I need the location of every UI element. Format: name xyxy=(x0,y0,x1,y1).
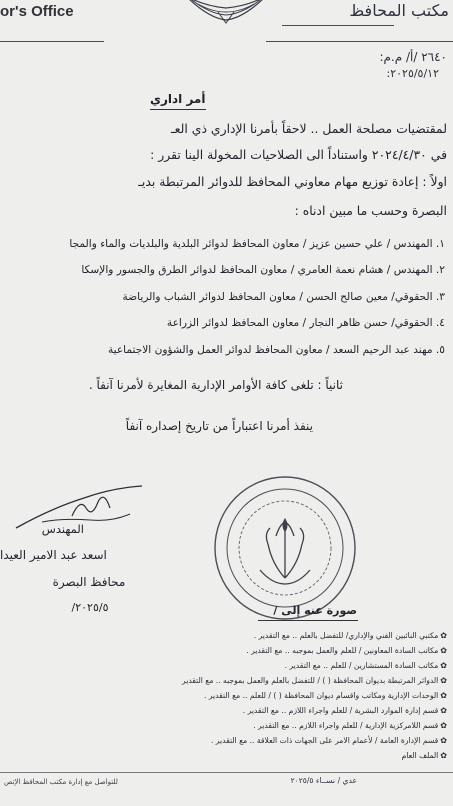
copy-item: ✿مكاتب السادة المعاونين / للعلم والعمل بموجبه .. مع التقدير . xyxy=(246,646,447,655)
order-title-underline xyxy=(150,109,206,110)
effective-statement: ينفذ أمرنا اعتباراً من تاريخ إصداره آنفاً xyxy=(125,419,313,433)
bullet-icon: ✿ xyxy=(440,751,447,760)
copy-item: ✿قسم اللامركزية الإدارية / للعلم واجراء اللازم .. مع التقدير . xyxy=(253,721,447,730)
bullet-icon: ✿ xyxy=(440,676,447,685)
signature-name: اسعد عبد الامير العيدا xyxy=(0,548,107,562)
order-title: أمر اداري xyxy=(150,92,206,106)
copy-to-title: صورة عنه إلى / xyxy=(273,604,357,617)
footer-contact: للتواصل مع إدارة مكتب المحافظ الإتص xyxy=(4,778,118,786)
bullet-icon: ✿ xyxy=(440,646,447,655)
copy-item: ✿الملف العام xyxy=(401,751,447,760)
reference-number: ٢٦٤٠ /أ/ م.م: xyxy=(379,50,447,64)
reference-date: ٢٠٢٥/٥/١٢: xyxy=(386,67,439,80)
body-line-3: اولاً : إعادة توزيع مهام معاوني المحافظ للدوائر المرتبطة بديـ xyxy=(138,174,447,189)
assignment-item: ٤. الحقوقي/ حسن ظاهر النجار / معاون المحافظ لدوائر الزراعة xyxy=(166,317,445,329)
assignment-item: ٢. المهندس / هشام نعمة العامري / معاون المحافظ لدوائر الطرق والجسور والإسكا xyxy=(81,264,445,276)
body-line-2: في ٢٠٢٤/٤/٣٠ واستناداً الى الصلاحيات المخولة الينا تقرر : xyxy=(150,147,447,162)
assignment-item: ٣. الحقوقي/ معين صالح الحسن / معاون المحافظ لدوائر الشباب والرياضة xyxy=(122,291,445,303)
header-rule-left xyxy=(0,41,104,42)
copy-item: ✿قسم إدارة الموارد البشرية / للعلم واجراء اللازم .. مع التقدير . xyxy=(242,706,447,715)
footer-rule xyxy=(0,772,453,773)
header-office-english: or's Office xyxy=(0,3,74,20)
second-clause: ثانياً : تلغى كافة الأوامر الإدارية المغايرة لأمرنا آنفاً . xyxy=(88,378,343,392)
footer-initials: عدي / نســاء ٢٠٢٥/٥ xyxy=(290,776,357,785)
body-line-4: البصرة وحسب ما مبين ادناه : xyxy=(294,203,447,218)
copy-item: ✿الدوائر المرتبطة بديوان المحافظة ( ) / للتفضل بالعلم والعمل بموجبه .. مع التقدير xyxy=(182,676,447,685)
body-line-1: لمقتضيات مصلحة العمل .. لاحقاً بأمرنا الإداري ذي العـ xyxy=(170,121,447,136)
signature-role: محافظ البصرة xyxy=(52,575,126,589)
bullet-icon: ✿ xyxy=(440,736,447,745)
copy-item: ✿قسم الإدارة العامة / لأعمام الامر على الجهات ذات العلاقة .. مع التقدير . xyxy=(210,736,447,745)
header-rule-right xyxy=(266,41,453,42)
bullet-icon: ✿ xyxy=(440,706,447,715)
bullet-icon: ✿ xyxy=(440,631,447,640)
copy-to-underline xyxy=(258,620,358,621)
copy-item: ✿مكاتب السادة المستشارين / للعلم .. مع التقدير . xyxy=(284,661,447,670)
assignment-item: ١. المهندس / علي حسين عزيز / معاون المحافظ لدوائر البلدية والبلديات والماء والمجا xyxy=(69,238,445,250)
bullet-icon: ✿ xyxy=(440,721,447,730)
header-office-arabic: مكتب المحافظ xyxy=(349,1,449,20)
copy-item: ✿مكتبي النائبين الفني والإداري/ للتفضل بالعلم .. مع التقدير . xyxy=(253,631,447,640)
bullet-icon: ✿ xyxy=(440,661,447,670)
copy-item: ✿الوحدات الإدارية ومكاتب واقسام ديوان المحافظة ( ) / للعلم .. مع التقدير . xyxy=(204,691,447,700)
eagle-emblem-icon xyxy=(178,0,274,24)
assignment-item: ٥. مهند عبد الرحيم السعد / معاون المحافظ لدوائر العمل والشؤون الاجتماعية xyxy=(107,344,445,356)
signature-title: المهندس xyxy=(41,522,84,536)
official-stamp-icon xyxy=(212,474,358,622)
bullet-icon: ✿ xyxy=(440,691,447,700)
header-rule-right-top xyxy=(282,25,394,26)
signature-date: ٢٠٢٥/٥/ xyxy=(71,601,109,614)
